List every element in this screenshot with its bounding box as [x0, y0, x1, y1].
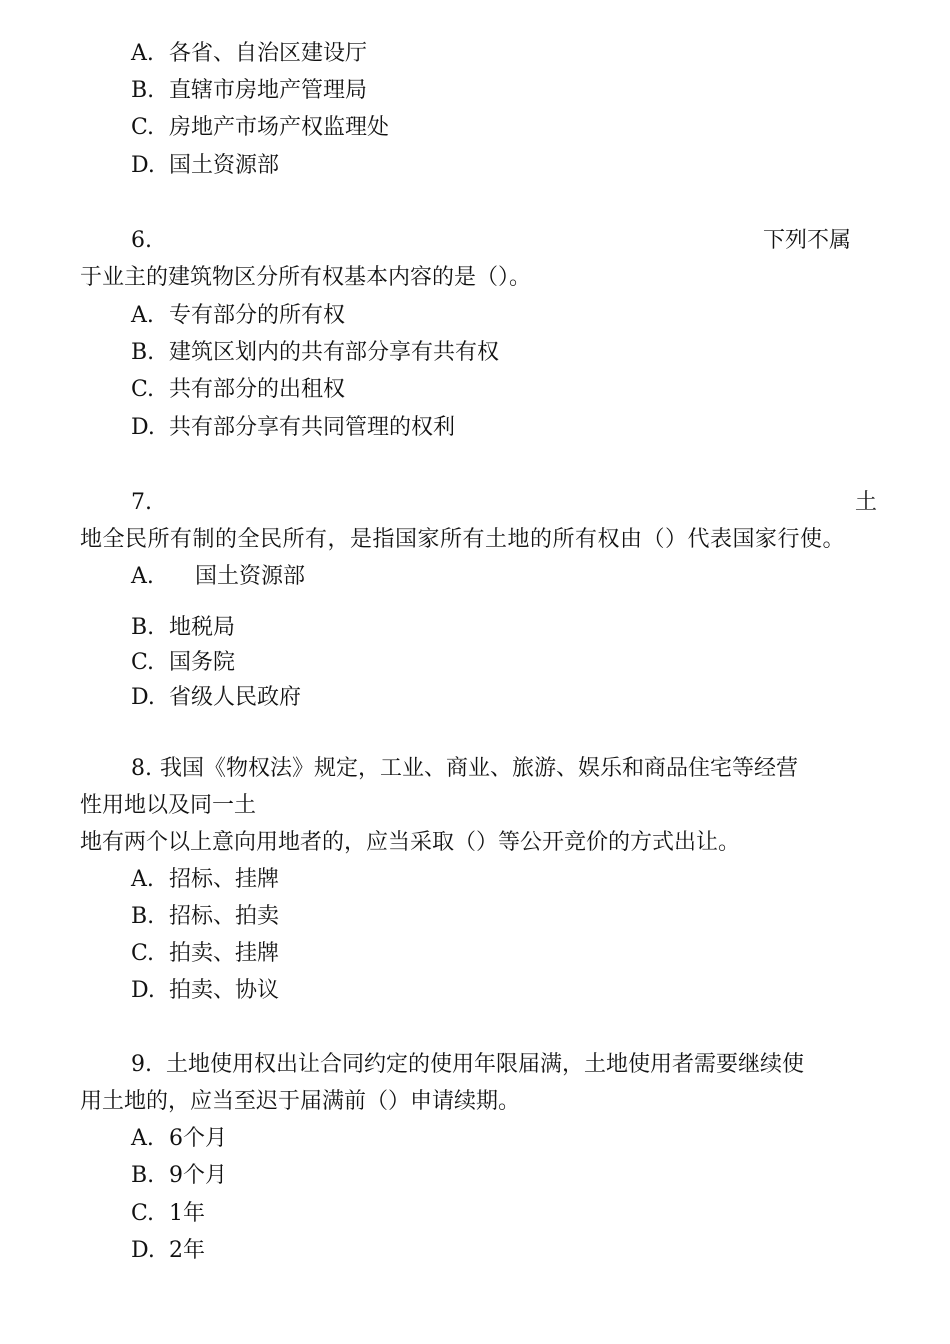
- q8-stem-line2: 性用地以及同一土: [80, 793, 257, 818]
- q6-option-b: [131, 342, 499, 364]
- option-text: 拍卖、协议: [169, 978, 280, 1003]
- option-label: A.: [131, 41, 154, 66]
- q7-stem-part2: 地全民所有制的全民所有，是指国家所有土地的所有权由（）代表国家行使。: [80, 527, 846, 552]
- q5-option-b: [131, 80, 367, 102]
- q9-stem-text: 土地使用权出让合同约定的使用年限届满，土地使用者需要继续使: [166, 1052, 805, 1077]
- option-text: 各省、自治区建设厅: [169, 41, 368, 66]
- option-text: 6个月: [169, 1126, 227, 1151]
- q9-option-c: [131, 1203, 205, 1225]
- option-label: C.: [131, 1201, 155, 1226]
- option-label: C.: [131, 377, 155, 402]
- q8-stem-text: 我国《物权法》规定，工业、商业、旅游、娱乐和商品住宅等经营: [160, 756, 799, 781]
- q7-option-b: [131, 617, 235, 639]
- option-label: B.: [131, 340, 155, 365]
- option-label: B.: [131, 78, 155, 103]
- option-text: 专有部分的所有权: [169, 303, 346, 328]
- q9-option-b: [131, 1165, 227, 1187]
- option-label: D.: [131, 153, 155, 178]
- q8-option-a: [131, 869, 279, 891]
- option-text: 国务院: [169, 650, 236, 675]
- q5-option-d: [131, 155, 279, 177]
- q5-option-c: [131, 117, 389, 139]
- q9-stem-line2: 用土地的，应当至迟于届满前（）申请续期。: [80, 1089, 521, 1114]
- q6-stem-part2: 于业主的建筑物区分所有权基本内容的是（）。: [80, 265, 532, 290]
- option-label: D.: [131, 1238, 155, 1263]
- option-label: B.: [131, 615, 155, 640]
- option-label: C.: [131, 941, 155, 966]
- option-text: 房地产市场产权监理处: [169, 115, 390, 140]
- q7-number: 7.: [131, 490, 152, 515]
- option-text: 1年: [169, 1201, 205, 1226]
- option-label: D.: [131, 685, 155, 710]
- option-label: A.: [131, 564, 154, 589]
- q9-stem-line1: [131, 1054, 804, 1076]
- option-text: 地税局: [169, 615, 236, 640]
- option-label: B.: [131, 904, 155, 929]
- option-label: A.: [131, 303, 154, 328]
- q6-number: 6.: [131, 228, 152, 253]
- q9-option-a: [131, 1128, 227, 1150]
- q7-stem-part1: 土: [855, 490, 878, 515]
- option-text: 直辖市房地产管理局: [169, 78, 368, 103]
- option-text: 共有部分享有共同管理的权利: [169, 415, 456, 440]
- q9-number: 9.: [131, 1052, 152, 1077]
- option-label: B.: [131, 1163, 155, 1188]
- q8-stem-line3: 地有两个以上意向用地者的，应当采取（）等公开竞价的方式出让。: [80, 830, 741, 855]
- q8-stem-line1: [131, 758, 798, 780]
- option-label: A.: [131, 1126, 154, 1151]
- option-text: 2年: [169, 1238, 205, 1263]
- q8-option-b: [131, 906, 279, 928]
- q7-option-a: [131, 566, 305, 588]
- option-label: C.: [131, 650, 155, 675]
- option-label: D.: [131, 978, 155, 1003]
- option-text: 招标、挂牌: [169, 867, 280, 892]
- option-label: A.: [131, 867, 154, 892]
- q6-option-d: [131, 417, 455, 439]
- q6-stem-part1: 下列不属: [763, 228, 852, 253]
- option-text: 共有部分的出租权: [169, 377, 346, 402]
- option-text: 拍卖、挂牌: [169, 941, 280, 966]
- option-label: D.: [131, 415, 155, 440]
- q8-number: 8.: [131, 756, 152, 781]
- q5-option-a: [131, 43, 367, 65]
- option-text: 省级人民政府: [169, 685, 302, 710]
- option-label: C.: [131, 115, 155, 140]
- option-text: 招标、拍卖: [169, 904, 280, 929]
- option-text: 建筑区划内的共有部分享有共有权: [169, 340, 500, 365]
- q8-option-c: [131, 943, 279, 965]
- q7-option-d: [131, 687, 301, 709]
- option-text: 国土资源部: [195, 564, 306, 589]
- option-text: 国土资源部: [169, 153, 280, 178]
- q8-option-d: [131, 980, 279, 1002]
- q7-option-c: [131, 652, 235, 674]
- q6-option-c: [131, 379, 345, 401]
- q9-option-d: [131, 1240, 205, 1262]
- q6-option-a: [131, 305, 345, 327]
- option-text: 9个月: [169, 1163, 227, 1188]
